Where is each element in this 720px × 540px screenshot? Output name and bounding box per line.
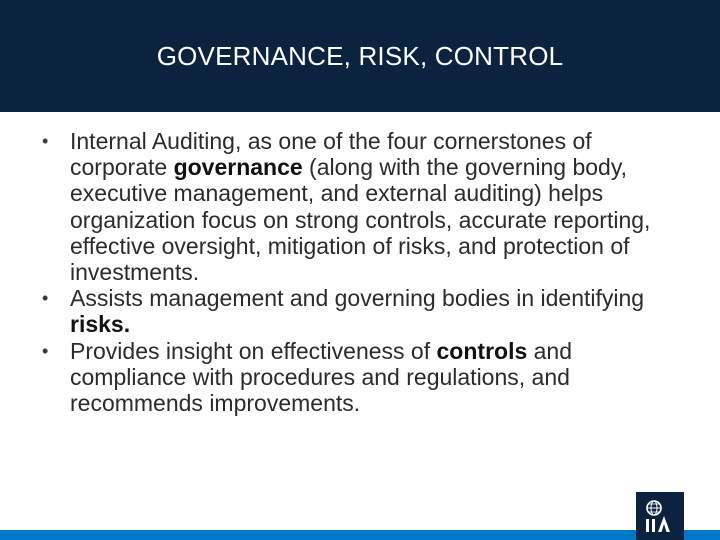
bullet-text: Internal Auditing, as one of the four cornerstones of corporate [70,128,592,181]
bullet-text: Provides insight on effectiveness of [70,337,437,364]
bullet-icon: • [42,131,49,151]
bullet-item-governance [40,128,680,285]
footer-accent-bar [0,530,720,540]
bullet-icon: • [42,340,49,361]
bullet-bold-term: controls [436,337,528,364]
slide-title: GOVERNANCE, RISK, CONTROL [156,41,564,71]
bullet-icon: • [42,288,49,309]
bullet-bold-term: risks. [70,311,131,338]
bullet-bold-term: governance [173,154,303,181]
bullet-item-risks [40,285,680,337]
slide-content [40,128,680,416]
iia-globe-logo-icon [636,492,684,540]
bullet-text: Assists management and governing bodies in identifying [70,285,645,312]
bullet-list [40,128,680,416]
bullet-item-controls [40,338,680,417]
slide-header [0,0,720,112]
bullet-text: and compliance with procedures and regulations, and recommends improvements. [70,337,573,417]
bullet-text: (along with the governing body, executive management, and external auditing) helps organization focus on strong controls, accurate reporting, effective oversight, mitigation of risks, and protection of investments. [70,154,651,286]
